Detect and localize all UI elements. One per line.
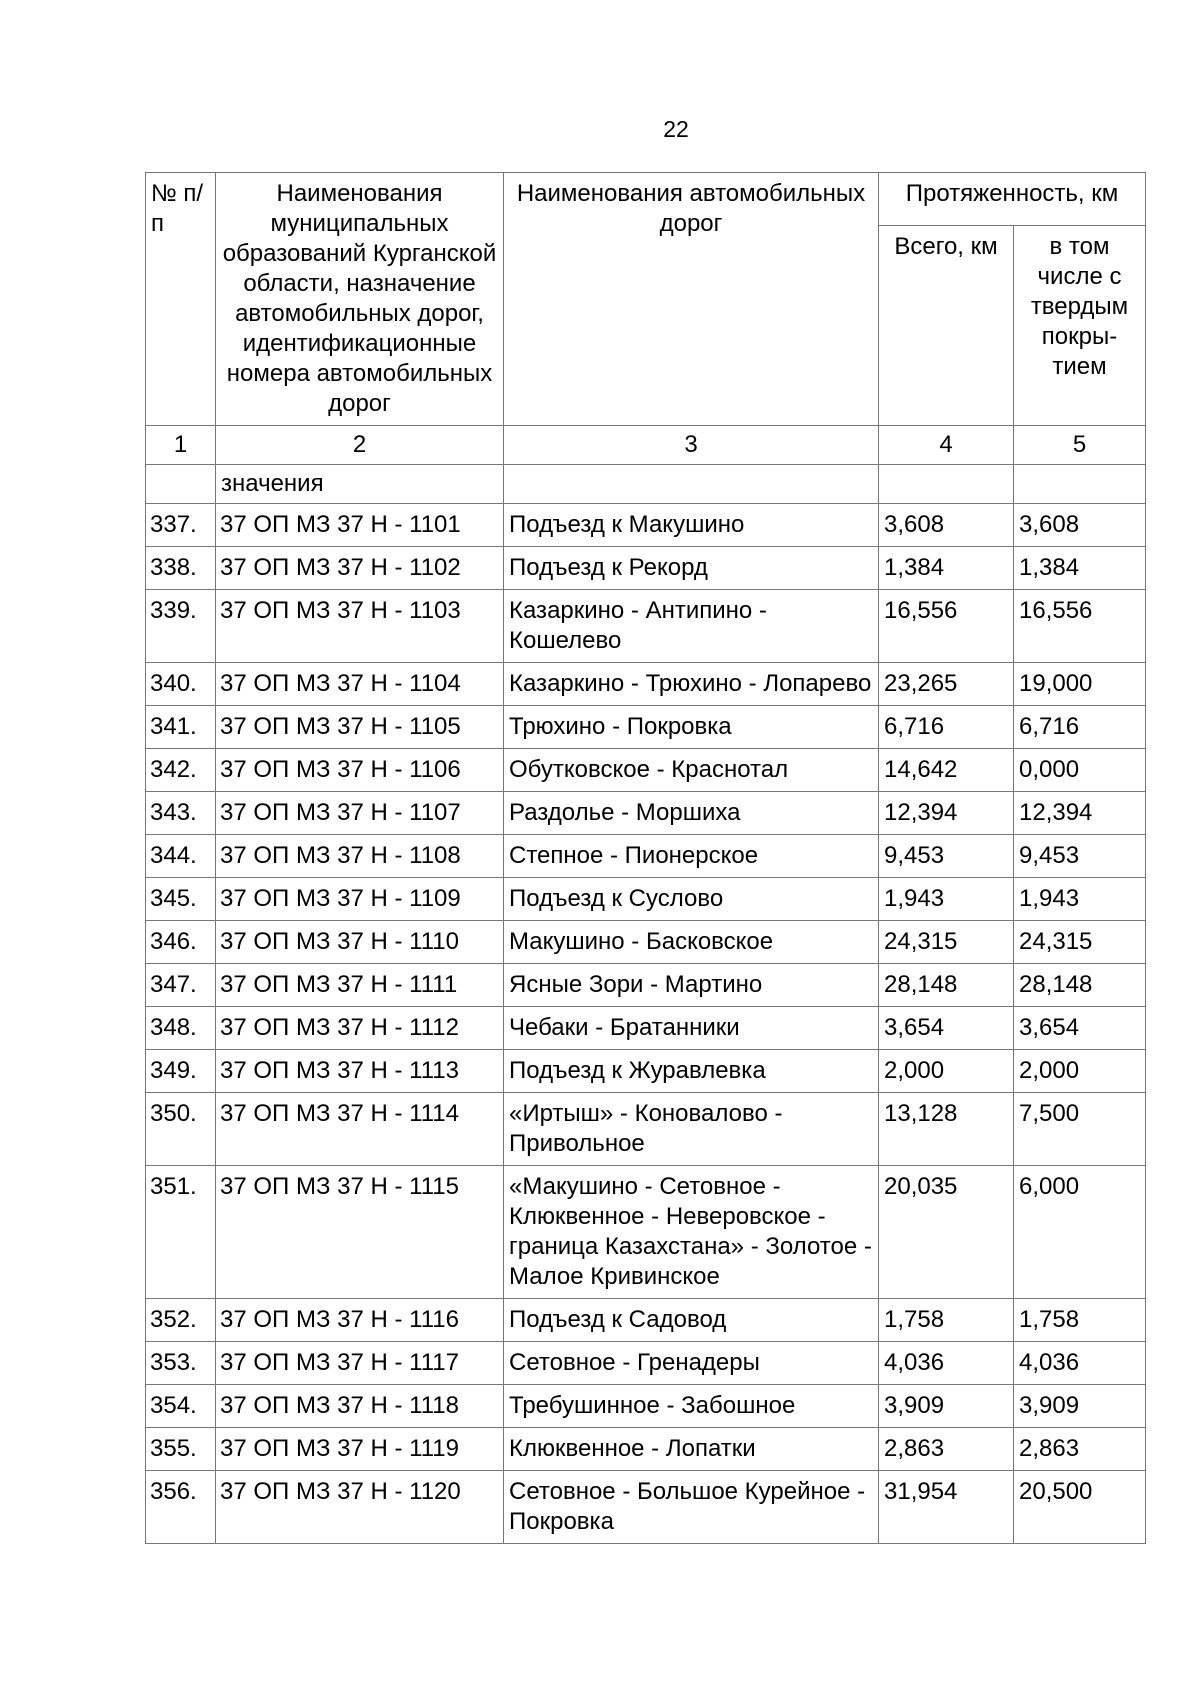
length-paved-cell: 6,716 — [1014, 706, 1146, 749]
table-row — [146, 1471, 1146, 1544]
road-name-cell: Подъезд к Журавлевка — [504, 1050, 879, 1093]
header-length-total: Всего, км — [879, 225, 1014, 425]
table-row — [146, 878, 1146, 921]
row-number-cell: 340. — [146, 663, 216, 706]
road-name-cell: Клюквенное - Лопатки — [504, 1428, 879, 1471]
length-total-cell: 31,954 — [879, 1471, 1014, 1544]
row-number-cell: 350. — [146, 1093, 216, 1166]
length-total-cell: 3,909 — [879, 1385, 1014, 1428]
row-number-cell: 343. — [146, 792, 216, 835]
length-paved-cell: 1,758 — [1014, 1299, 1146, 1342]
length-paved-cell: 4,036 — [1014, 1342, 1146, 1385]
road-id-cell: 37 ОП МЗ 37 Н - 1107 — [216, 792, 504, 835]
row-number-cell: 349. — [146, 1050, 216, 1093]
table-body — [146, 465, 1146, 1544]
length-total-cell: 1,384 — [879, 547, 1014, 590]
road-id-cell: 37 ОП МЗ 37 Н - 1109 — [216, 878, 504, 921]
road-name-cell: Подъезд к Макушино — [504, 504, 879, 547]
row-number-cell: 342. — [146, 749, 216, 792]
header-length-paved: в том числе с твердым покры-тием — [1014, 225, 1146, 425]
continuation-empty-cell — [504, 465, 879, 504]
road-id-cell: 37 ОП МЗ 37 Н - 1104 — [216, 663, 504, 706]
length-total-cell: 2,000 — [879, 1050, 1014, 1093]
road-name-cell: Чебаки - Братанники — [504, 1007, 879, 1050]
row-number-cell: 352. — [146, 1299, 216, 1342]
road-id-cell: 37 ОП МЗ 37 Н - 1101 — [216, 504, 504, 547]
row-number-cell: 339. — [146, 590, 216, 663]
column-number: 5 — [1014, 426, 1146, 465]
table-row — [146, 1050, 1146, 1093]
continuation-empty-cell — [146, 465, 216, 504]
length-total-cell: 3,608 — [879, 504, 1014, 547]
road-id-cell: 37 ОП МЗ 37 Н - 1112 — [216, 1007, 504, 1050]
table-row — [146, 1342, 1146, 1385]
road-name-cell: Раздолье - Моршиха — [504, 792, 879, 835]
road-name-cell: «Макушино - Сетовное - Клюквенное - Неверовское - граница Казахстана» - Золотое - Малое Кривинское — [504, 1166, 879, 1299]
row-number-cell: 351. — [146, 1166, 216, 1299]
row-number-cell: 345. — [146, 878, 216, 921]
road-id-cell: 37 ОП МЗ 37 Н - 1118 — [216, 1385, 504, 1428]
length-total-cell: 24,315 — [879, 921, 1014, 964]
length-paved-cell: 3,608 — [1014, 504, 1146, 547]
road-name-cell: Трюхино - Покровка — [504, 706, 879, 749]
road-id-cell: 37 ОП МЗ 37 Н - 1114 — [216, 1093, 504, 1166]
length-paved-cell: 24,315 — [1014, 921, 1146, 964]
road-name-cell: Казаркино - Трюхино - Лопарево — [504, 663, 879, 706]
length-paved-cell: 20,500 — [1014, 1471, 1146, 1544]
road-name-cell: Сетовное - Гренадеры — [504, 1342, 879, 1385]
length-paved-cell: 3,909 — [1014, 1385, 1146, 1428]
table-row — [146, 706, 1146, 749]
table-row — [146, 590, 1146, 663]
length-total-cell: 4,036 — [879, 1342, 1014, 1385]
road-id-cell: 37 ОП МЗ 37 Н - 1110 — [216, 921, 504, 964]
continuation-text: значения — [216, 465, 504, 504]
road-id-cell: 37 ОП МЗ 37 Н - 1119 — [216, 1428, 504, 1471]
table-row — [146, 921, 1146, 964]
length-paved-cell: 0,000 — [1014, 749, 1146, 792]
table-row — [146, 663, 1146, 706]
length-paved-cell: 1,943 — [1014, 878, 1146, 921]
road-name-cell: Обутковское - Краснотал — [504, 749, 879, 792]
road-id-cell: 37 ОП МЗ 37 Н - 1120 — [216, 1471, 504, 1544]
table-row — [146, 1385, 1146, 1428]
column-number: 3 — [504, 426, 879, 465]
row-number-cell: 344. — [146, 835, 216, 878]
row-number-cell: 346. — [146, 921, 216, 964]
table-row — [146, 1428, 1146, 1471]
road-id-cell: 37 ОП МЗ 37 Н - 1103 — [216, 590, 504, 663]
length-paved-cell: 2,863 — [1014, 1428, 1146, 1471]
header-road-name: Наименования автомобильных дорог — [504, 173, 879, 426]
length-total-cell: 16,556 — [879, 590, 1014, 663]
length-total-cell: 12,394 — [879, 792, 1014, 835]
header-length: Протяженность, км — [879, 173, 1146, 226]
road-name-cell: Подъезд к Суслово — [504, 878, 879, 921]
row-number-cell: 338. — [146, 547, 216, 590]
road-id-cell: 37 ОП МЗ 37 Н - 1111 — [216, 964, 504, 1007]
length-paved-cell: 12,394 — [1014, 792, 1146, 835]
length-total-cell: 1,758 — [879, 1299, 1014, 1342]
roads-table — [145, 172, 1146, 1544]
row-number-cell: 355. — [146, 1428, 216, 1471]
road-id-cell: 37 ОП МЗ 37 Н - 1113 — [216, 1050, 504, 1093]
column-number: 1 — [146, 426, 216, 465]
table-row — [146, 547, 1146, 590]
road-name-cell: Требушинное - Забошное — [504, 1385, 879, 1428]
road-name-cell: Ясные Зори - Мартино — [504, 964, 879, 1007]
road-id-cell: 37 ОП МЗ 37 Н - 1106 — [216, 749, 504, 792]
road-id-cell: 37 ОП МЗ 37 Н - 1117 — [216, 1342, 504, 1385]
length-total-cell: 23,265 — [879, 663, 1014, 706]
road-name-cell: Подъезд к Рекорд — [504, 547, 879, 590]
page-number: 22 — [663, 116, 689, 142]
length-total-cell: 13,128 — [879, 1093, 1014, 1166]
table-row — [146, 1299, 1146, 1342]
table-row — [146, 964, 1146, 1007]
length-total-cell: 1,943 — [879, 878, 1014, 921]
length-paved-cell: 28,148 — [1014, 964, 1146, 1007]
row-number-cell: 353. — [146, 1342, 216, 1385]
length-paved-cell: 16,556 — [1014, 590, 1146, 663]
table-header — [146, 173, 1146, 465]
length-paved-cell: 1,384 — [1014, 547, 1146, 590]
table-row — [146, 1007, 1146, 1050]
road-id-cell: 37 ОП МЗ 37 Н - 1116 — [216, 1299, 504, 1342]
row-number-cell: 341. — [146, 706, 216, 749]
continuation-empty-cell — [879, 465, 1014, 504]
length-paved-cell: 19,000 — [1014, 663, 1146, 706]
road-name-cell: Макушино - Басковское — [504, 921, 879, 964]
road-name-cell: Сетовное - Большое Курейное - Покровка — [504, 1471, 879, 1544]
row-number-cell: 356. — [146, 1471, 216, 1544]
length-total-cell: 14,642 — [879, 749, 1014, 792]
length-total-cell: 28,148 — [879, 964, 1014, 1007]
length-paved-cell: 7,500 — [1014, 1093, 1146, 1166]
road-name-cell: «Иртыш» - Коновалово - Привольное — [504, 1093, 879, 1166]
continuation-row — [146, 465, 1146, 504]
road-id-cell: 37 ОП МЗ 37 Н - 1102 — [216, 547, 504, 590]
road-name-cell: Подъезд к Садовод — [504, 1299, 879, 1342]
road-name-cell: Степное - Пионерское — [504, 835, 879, 878]
road-name-cell: Казаркино - Антипино - Кошелево — [504, 590, 879, 663]
length-total-cell: 6,716 — [879, 706, 1014, 749]
header-row-number: № п/п — [146, 173, 216, 426]
column-number: 2 — [216, 426, 504, 465]
road-id-cell: 37 ОП МЗ 37 Н - 1105 — [216, 706, 504, 749]
table-row — [146, 835, 1146, 878]
table-row — [146, 504, 1146, 547]
table-row — [146, 749, 1146, 792]
row-number-cell: 347. — [146, 964, 216, 1007]
row-number-cell: 354. — [146, 1385, 216, 1428]
column-number: 4 — [879, 426, 1014, 465]
road-id-cell: 37 ОП МЗ 37 Н - 1115 — [216, 1166, 504, 1299]
table-row — [146, 1093, 1146, 1166]
length-paved-cell: 9,453 — [1014, 835, 1146, 878]
continuation-empty-cell — [1014, 465, 1146, 504]
road-id-cell: 37 ОП МЗ 37 Н - 1108 — [216, 835, 504, 878]
table-row — [146, 792, 1146, 835]
length-total-cell: 20,035 — [879, 1166, 1014, 1299]
header-municipality: Наименования муниципальных образований Курганской области, назначение автомобильных дорог, идентификационные номера автомобильных дорог — [216, 173, 504, 426]
length-paved-cell: 6,000 — [1014, 1166, 1146, 1299]
row-number-cell: 348. — [146, 1007, 216, 1050]
length-total-cell: 3,654 — [879, 1007, 1014, 1050]
length-total-cell: 2,863 — [879, 1428, 1014, 1471]
column-numbers-row — [146, 426, 1146, 465]
length-paved-cell: 3,654 — [1014, 1007, 1146, 1050]
row-number-cell: 337. — [146, 504, 216, 547]
length-total-cell: 9,453 — [879, 835, 1014, 878]
table-row — [146, 1166, 1146, 1299]
length-paved-cell: 2,000 — [1014, 1050, 1146, 1093]
